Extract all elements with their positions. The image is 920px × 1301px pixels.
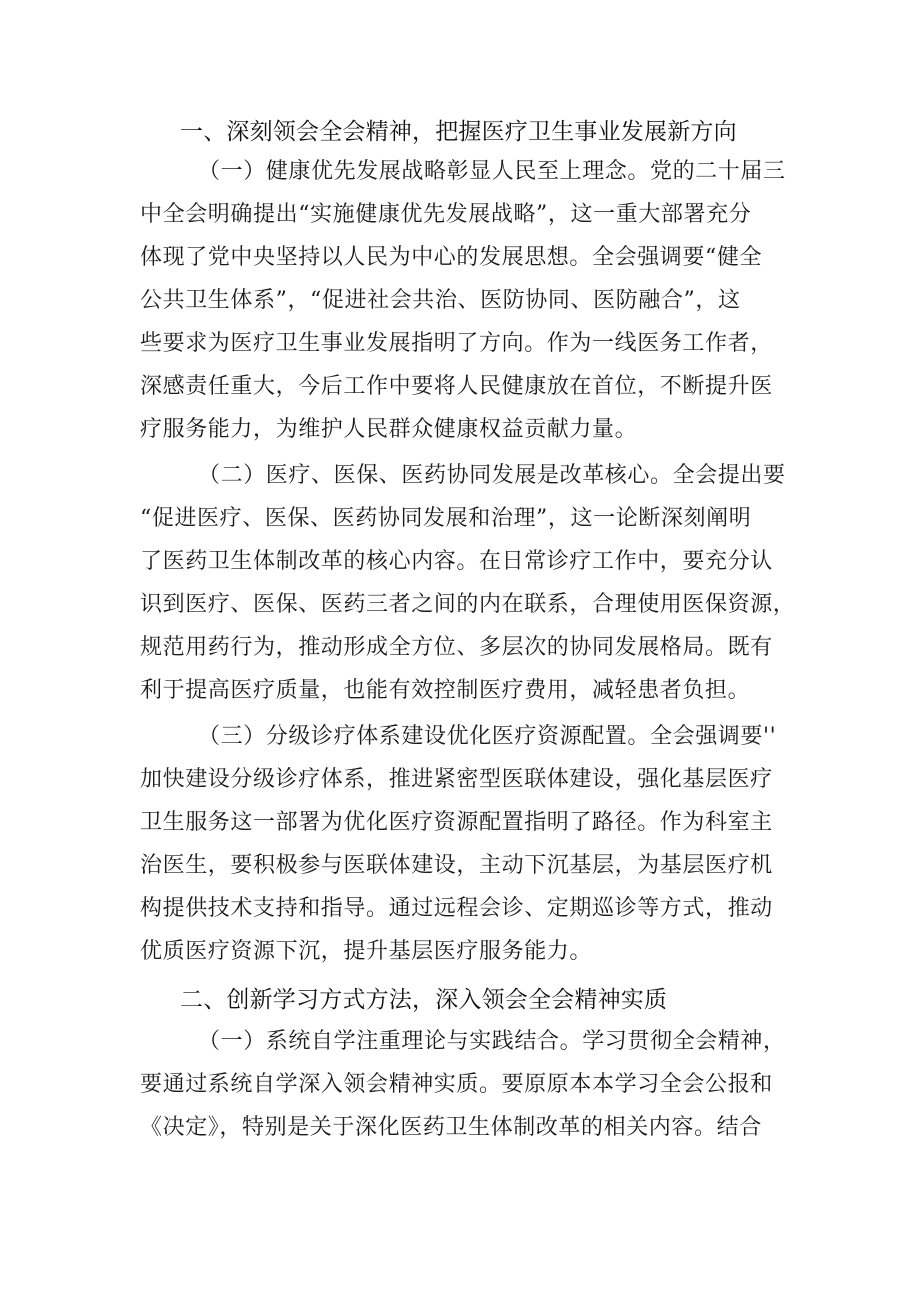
text-line: “促进医疗、医保、医药协同发展和治理”，这一论断深刻阐明 xyxy=(140,506,752,531)
section-heading-2: 二、创新学习方式方法，深入领会全会精神实质 xyxy=(180,987,668,1013)
text-line: 要通过系统自学深入领会精神实质。要原原本本学习全会公报和 xyxy=(140,1072,773,1097)
section-heading-1: 一、深刻领会全会精神，把握医疗卫生事业发展新方向 xyxy=(180,119,737,145)
text-line: （二）医疗、医保、医药协同发展是改革核心。全会提出要 xyxy=(198,463,786,488)
text-line: 些要求为医疗卫生事业发展指明了方向。作为一线医务工作者， xyxy=(140,331,773,356)
text-line: （一）系统自学注重理论与实践结合。学习贯彻全会精神， xyxy=(198,1029,786,1054)
text-line: 治医生，要积极参与医联体建设，主动下沉基层，为基层医疗机 xyxy=(140,853,773,878)
text-line: 公共卫生体系”，“促进社会共治、医防协同、医防融合”，这 xyxy=(140,288,741,313)
text-line: 中全会明确提出“实施健康优先发展战略”，这一重大部署充分 xyxy=(140,202,752,227)
text-line: （一）健康优先发展战略彰显人民至上理念。党的二十届三 xyxy=(198,159,786,184)
text-line: 规范用药行为，推动形成全方位、多层次的协同发展格局。既有 xyxy=(140,635,773,660)
text-line: 优质医疗资源下沉，提升基层医疗服务能力。 xyxy=(140,939,593,964)
text-line: 卫生服务这一部署为优化医疗资源配置指明了路径。作为科室主 xyxy=(140,810,773,835)
text-line: 深感责任重大，今后工作中要将人民健康放在首位，不断提升医 xyxy=(140,374,773,399)
text-line: 利于提高医疗质量，也能有效控制医疗费用，减轻患者负担。 xyxy=(140,678,751,703)
text-line: （三）分级诊疗体系建设优化医疗资源配置。全会强调要'' xyxy=(198,724,777,749)
text-line: 《决定》，特别是关于深化医药卫生体制改革的相关内容。结合 xyxy=(140,1115,762,1140)
text-line: 体现了党中央坚持以人民为中心的发展思想。全会强调要“健全 xyxy=(140,245,763,270)
text-line: 疗服务能力，为维护人民群众健康权益贡献力量。 xyxy=(140,417,638,442)
text-line: 了医药卫生体制改革的核心内容。在日常诊疗工作中，要充分认 xyxy=(140,549,773,574)
text-line: 识到医疗、医保、医药三者之间的内在联系，合理使用医保资源， xyxy=(140,592,796,617)
text-line: 加快建设分级诊疗体系，推进紧密型医联体建设，强化基层医疗 xyxy=(140,767,773,792)
text-line: 构提供技术支持和指导。通过远程会诊、定期巡诊等方式，推动 xyxy=(140,896,773,921)
